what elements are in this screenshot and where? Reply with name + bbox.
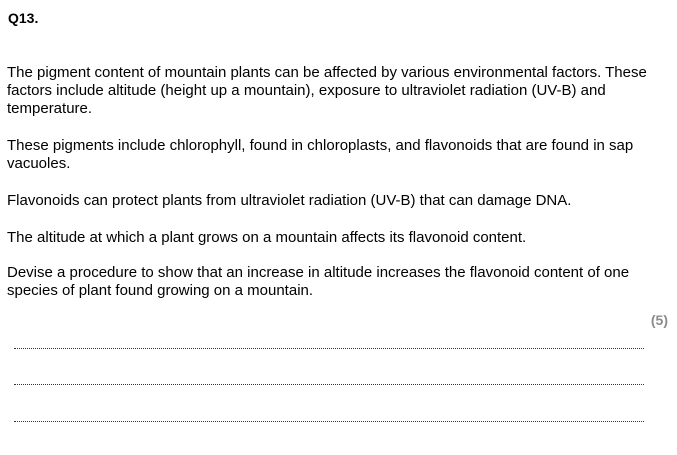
question-paragraph-4: The altitude at which a plant grows on a mountain affects its flavonoid content. [7, 229, 527, 246]
answer-line-1[interactable] [14, 348, 644, 349]
question-paragraph-2: These pigments include chlorophyll, found in chloroplasts, and flavonoids that are found in sap vacuoles. [7, 137, 634, 172]
question-paragraph-5: Devise a procedure to show that an increase in altitude increases the flavonoid content of one species of plant found growing on a mountain. [7, 264, 630, 299]
answer-line-2[interactable] [14, 384, 644, 385]
answer-line-3[interactable] [14, 421, 644, 422]
question-number: Q13. [8, 10, 39, 26]
marks-label: (5) [650, 312, 668, 328]
question-paragraph-1: The pigment content of mountain plants can be affected by various environmental factors. These factors include altitude (height up a mountain), exposure to ultraviolet radiation (UV-B) and temperature. [7, 64, 647, 117]
question-paragraph-3: Flavonoids can protect plants from ultraviolet radiation (UV-B) that can damage DNA. [7, 192, 572, 209]
